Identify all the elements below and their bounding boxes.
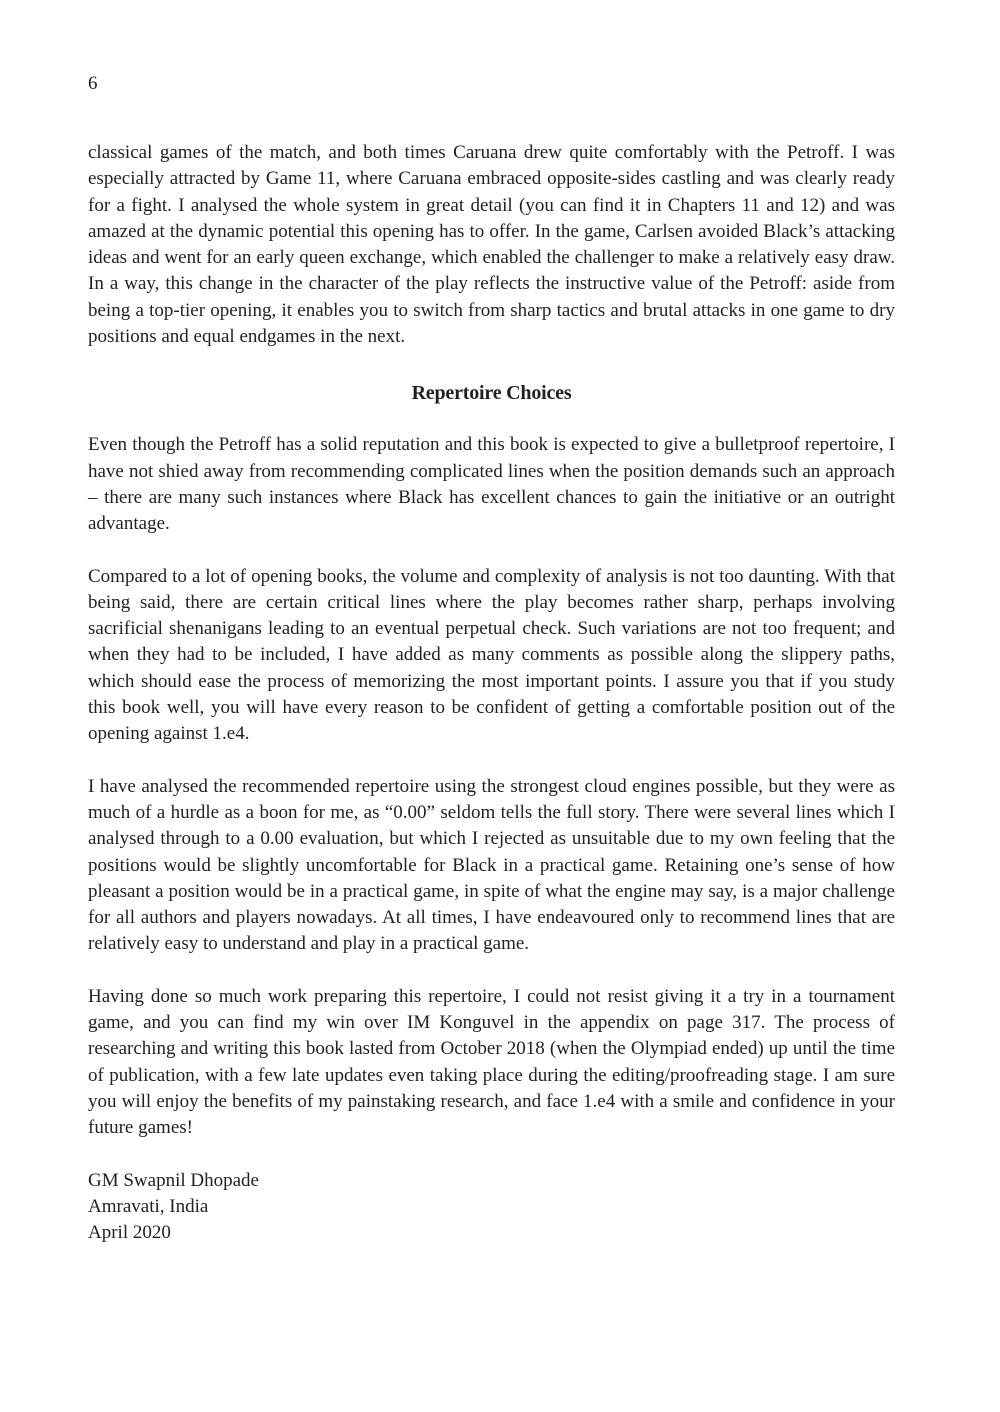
page-number: 6 [88,73,98,94]
intro-paragraph: classical games of the match, and both times Caruana drew quite comfortably with the Petroff. I was especially attracted by Game 11, where Caruana embraced opposite-sides castling and was clearly ready for a fight. I analysed the whole system in great detail (you can find it in Chapters 11 and 12) and was amazed at the dynamic potential this opening has to offer. In the game, Carlsen avoided Black’s attacking ideas and went for an early queen exchange, which enabled the challenger to make a relatively easy draw. In a way, this change in the character of the play reflects the instructive value of the Petroff: aside from being a top-tier opening, it enables you to switch from sharp tactics and brutal attacks in one game to dry positions and equal endgames in the next. [88,142,895,348]
body-paragraph-4: Having done so much work preparing this repertoire, I could not resist giving it a try in a tournament game, and you can find my win over IM Konguvel in the appendix on page 317. The process of researching and writing this book lasted from October 2018 (when the Olympiad ended) up until the time of publication, with a few late updates even taking place during the editing/proofreading stage. I am sure you will enjoy the benefits of my painstaking research, and face 1.e4 with a smile and confidence in your future games! [88,985,895,1139]
author-location: Amravati, India [88,1195,209,1217]
body-paragraph-3: I have analysed the recommended repertoire using the strongest cloud engines possible, but they were as much of a hurdle as a boon for me, as “0.00” seldom tells the full story. There were several lines which I analysed through to a 0.00 evaluation, but which I rejected as unsuitable due to my own feeling that the positions would be slightly uncomfortable for Black in a practical game. Retaining one’s sense of how pleasant a position would be in a practical game, in spite of what the engine may say, is a major challenge for all authors and players nowadays. At all times, I have endeavoured only to recommend lines that are relatively easy to understand and play in a practical game. [88,775,895,955]
page-content [88,140,895,1246]
section-heading: Repertoire Choices [411,382,572,405]
signature-date: April 2020 [88,1222,171,1244]
body-paragraph-2: Compared to a lot of opening books, the volume and complexity of analysis is not too daunting. With that being said, there are certain critical lines where the play becomes rather sharp, perhaps involving sacrificial shenanigans leading to an eventual perpetual check. Such variations are not too frequent; and when they had to be included, I have added as many comments as possible along the slippery paths, which should ease the process of memorizing the most important points. I assure you that if you study this book well, you will have every reason to be confident of getting a comfortable position out of the opening against 1.e4. [88,565,895,745]
body-paragraph-1: Even though the Petroff has a solid reputation and this book is expected to give a bulletproof repertoire, I have not shied away from recommending complicated lines when the position demands such an approach – there are many such instances where Black has excellent chances to gain the initiative or an outright advantage. [88,434,895,535]
author-name: GM Swapnil Dhopade [88,1169,259,1191]
signature-block [88,1168,895,1247]
